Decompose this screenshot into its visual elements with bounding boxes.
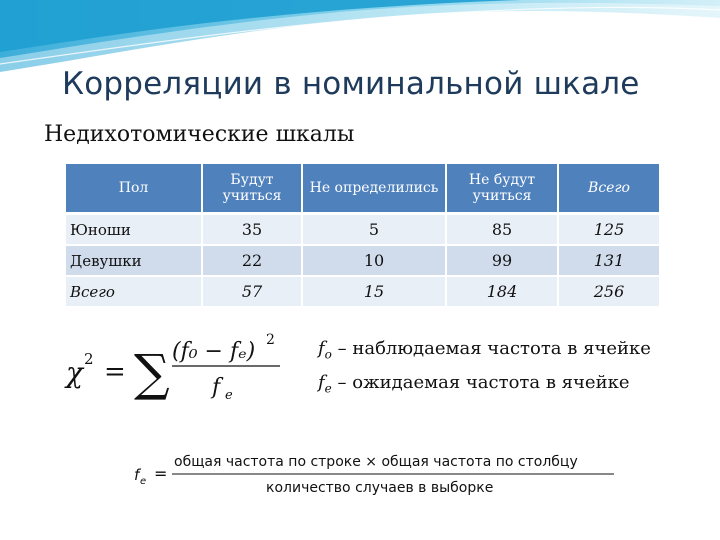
column-header-gender: Пол (66, 164, 202, 214)
expected-denominator: количество случаев в выборке (266, 480, 494, 496)
table-row (66, 245, 660, 276)
table-cell: 22 (202, 245, 302, 276)
chi-square-formula (62, 328, 302, 408)
slide-subtitle: Недихотомические шкалы (44, 122, 355, 147)
row-label: Юноши (66, 214, 202, 246)
equals-sign: = (104, 357, 126, 387)
sum-symbol: ∑ (134, 344, 170, 402)
table-cell: 57 (202, 276, 302, 307)
column-header-total: Всего (558, 164, 660, 214)
table-cell: 256 (558, 276, 660, 307)
table-cell: 5 (302, 214, 446, 246)
row-label: Всего (66, 276, 202, 307)
row-label: Девушки (66, 245, 202, 276)
slide-title: Корреляции в номинальной шкале (62, 66, 640, 102)
table-cell: 10 (302, 245, 446, 276)
expected-numerator: общая частота по строке × общая частота по столбцу (174, 454, 578, 470)
chi-exponent: 2 (84, 350, 94, 368)
expected-symbol-sub: e (140, 476, 147, 487)
chi-symbol: χ (66, 356, 83, 389)
column-header-will-study: Будут учиться (202, 164, 302, 214)
frequency-table (66, 164, 661, 308)
legend-item-expected: $f_e$ – ожидаемая частота в ячейке (318, 371, 630, 396)
column-header-undecided: Не определились (302, 164, 446, 214)
table-row (66, 214, 660, 246)
legend-item-observed: $f_o$ – наблюдаемая частота в ячейке (318, 338, 651, 362)
chi-numerator-exponent: 2 (266, 332, 275, 348)
expected-symbol: f (134, 466, 140, 484)
table-cell: 125 (558, 214, 660, 246)
chi-denominator-sub: e (225, 388, 233, 403)
column-header-will-not-study: Не будут учиться (446, 164, 558, 214)
chi-numerator: (f₀ − fₑ) (172, 339, 256, 364)
table-header-row (66, 164, 660, 214)
expected-frequency-formula (130, 446, 620, 506)
table-cell: 184 (446, 276, 558, 307)
table-cell: 131 (558, 245, 660, 276)
table-row (66, 276, 660, 307)
table-cell: 99 (446, 245, 558, 276)
chi-denominator: f (212, 375, 221, 400)
expected-equals: = (154, 464, 168, 483)
table-cell: 15 (302, 276, 446, 307)
table-cell: 35 (202, 214, 302, 246)
table-cell: 85 (446, 214, 558, 246)
legend (318, 335, 651, 402)
